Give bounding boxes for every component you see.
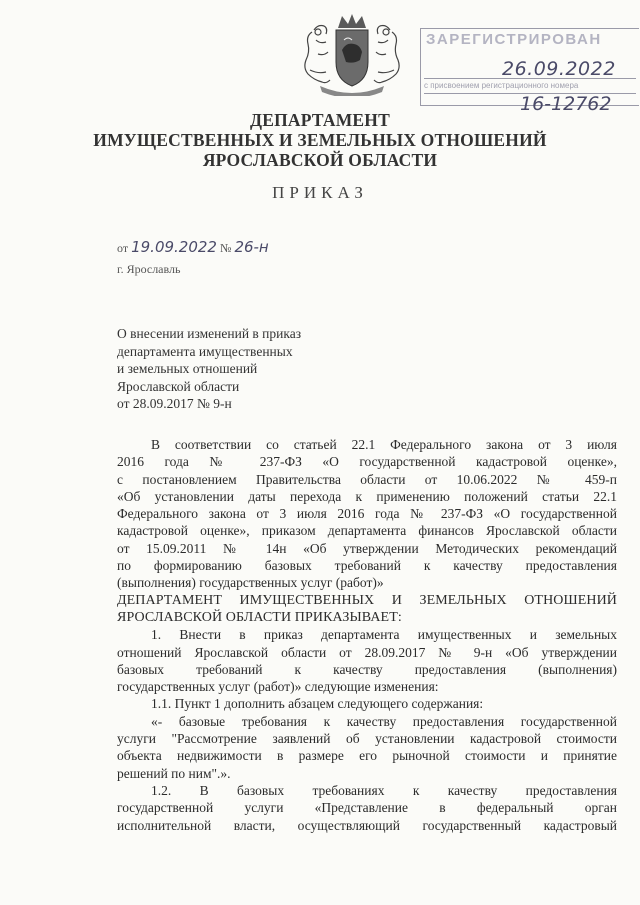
- stamp-handwritten-number: 16-12762: [520, 93, 612, 115]
- stamp-title: ЗАРЕГИСТРИРОВАН: [426, 31, 602, 48]
- body-line: (выполнения) государственных услуг (работ)»: [117, 575, 384, 591]
- body-line: по формированию базовых требований к качеству предоставления: [117, 558, 617, 574]
- body-line: ДЕПАРТАМЕНТ ИМУЩЕСТВЕННЫХ И ЗЕМЕЛЬНЫХ ОТНОШЕНИЙ: [117, 592, 617, 608]
- org-name-line-1: ДЕПАРТАМЕНТ: [250, 110, 390, 130]
- stamp-divider: [424, 78, 636, 79]
- org-name-line-2: ИМУЩЕСТВЕННЫХ И ЗЕМЕЛЬНЫХ ОТНОШЕНИЙ: [93, 130, 547, 150]
- body-line: решений по ним".».: [117, 765, 231, 781]
- stamp-handwritten-date: 26.09.2022: [502, 58, 616, 80]
- subject-line: и земельных отношений: [117, 361, 258, 376]
- body-line: базовых требований к качеству предоставления (выполнения): [117, 661, 617, 677]
- order-number: 26-н: [234, 238, 269, 256]
- body-line: В соответствии со статьей 22.1 Федерального закона от 3 июля: [151, 437, 617, 452]
- body-line: государственных услуг (работ)» следующие изменения:: [117, 679, 439, 695]
- stamp-note: с присвоением регистрационного номера: [424, 81, 579, 90]
- order-date-line: [117, 238, 269, 256]
- from-label: от: [117, 241, 129, 255]
- body-line: услуги "Рассмотрение заявлений об установлении кадастровой стоимости: [117, 731, 617, 747]
- body-line: 2016 года № 237-ФЗ «О государственной кадастровой оценке»,: [117, 454, 617, 470]
- body-line: кадастровой оценке», приказом департамента финансов Ярославской области: [117, 523, 617, 539]
- subject-line: департамента имущественных: [117, 343, 293, 359]
- body-line: исполнительной власти, осуществляющий государственный кадастровый: [117, 817, 617, 833]
- body-line: государственной услуги «Представление в федеральный орган: [117, 800, 617, 816]
- body-line: «Об установлении даты перехода к применению положений статьи 22.1: [117, 488, 617, 504]
- order-body: [117, 436, 617, 834]
- coat-of-arms-icon: [298, 10, 406, 96]
- document-type: ПРИКАЗ: [272, 183, 368, 202]
- org-name-line-3: ЯРОСЛАВСКОЙ ОБЛАСТИ: [202, 150, 438, 170]
- body-line: с постановлением Правительства области от 10.06.2022 № 459-п: [117, 471, 617, 487]
- body-line: Федерального закона от 3 июля 2016 года № 237-ФЗ «О государственной: [117, 506, 617, 522]
- city: г. Ярославль: [117, 262, 181, 276]
- order-date: 19.09.2022: [131, 238, 217, 256]
- subject-line: Ярославской области: [117, 378, 240, 394]
- body-line: 1.2. В базовых требованиях к качеству предоставления: [151, 782, 617, 798]
- body-line: ЯРОСЛАВСКОЙ ОБЛАСТИ ПРИКАЗЫВАЕТ:: [117, 609, 402, 625]
- body-line: от 15.09.2011 № 14н «Об утверждении Методических рекомендаций: [117, 540, 617, 556]
- body-line: объекта недвижимости в размере его рыночной стоимости и принятие: [117, 748, 617, 764]
- order-subject: [117, 325, 357, 413]
- body-line: 1.1. Пункт 1 дополнить абзацем следующего содержания:: [151, 696, 484, 712]
- body-line: отношений Ярославской области от 28.09.2017 № 9-н «Об утверждении: [117, 644, 617, 660]
- body-line: 1. Внести в приказ департамента имущественных и земельных: [151, 627, 617, 643]
- number-label: №: [219, 241, 232, 255]
- body-line: «- базовые требования к качеству предоставления государственной: [151, 713, 617, 729]
- subject-line: О внесении изменений в приказ: [117, 326, 302, 341]
- subject-line: от 28.09.2017 № 9-н: [117, 396, 232, 411]
- registration-stamp: [420, 22, 640, 122]
